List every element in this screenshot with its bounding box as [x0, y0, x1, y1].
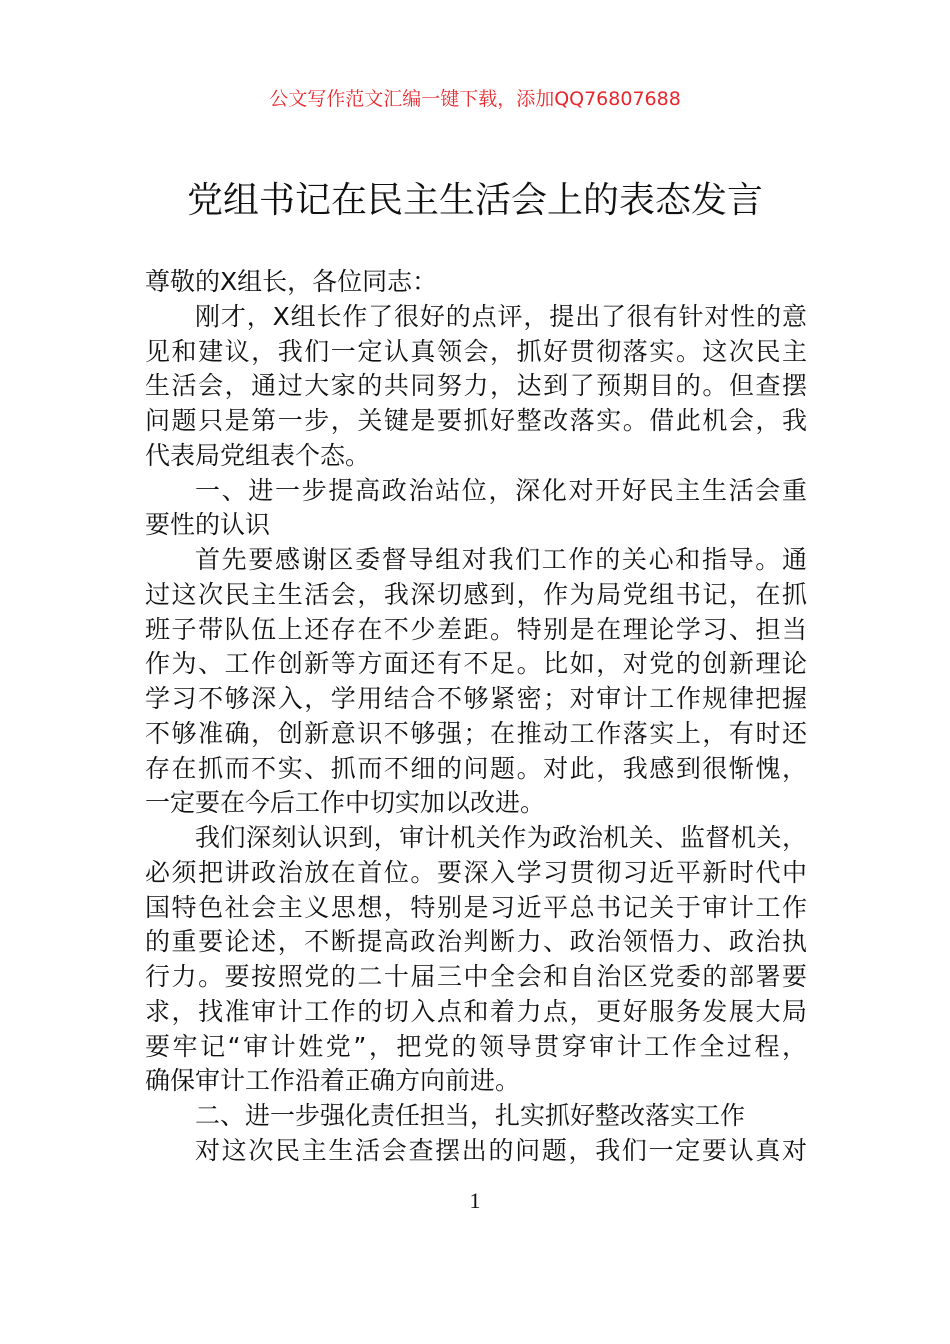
text-line: 行力。要按照党的二十届三中全会和自治区党委的部署要 — [145, 962, 807, 991]
text-line: 见和建议，我们一定认真领会，抓好贯彻落实。这次民主 — [145, 336, 807, 366]
text-line: 尊敬的X组长，各位同志： — [145, 267, 438, 296]
text-line: 要性的认识 — [145, 510, 271, 540]
text-line: 问题只是第一步，关键是要抓好整改落实。借此机会，我 — [145, 406, 807, 435]
text-line: 刚才，X组长作了很好的点评，提出了很有针对性的意 — [195, 301, 807, 331]
text-line: 确保审计工作沿着正确方向前进。 — [145, 1066, 521, 1096]
text-line: 作为、工作创新等方面还有不足。比如，对党的创新理论 — [145, 649, 807, 679]
text-line: 存在抓而不实、抓而不细的问题。对此，我感到很惭愧， — [145, 753, 807, 783]
text-line: 二、进一步强化责任担当，扎实抓好整改落实工作 — [195, 1101, 746, 1130]
page-number: 1 — [469, 1188, 481, 1213]
text-line: 我们深刻认识到，审计机关作为政治机关、监督机关， — [195, 823, 807, 852]
document-title: 党组书记在民主生活会上的表态发言 — [186, 180, 763, 221]
watermark-banner: 公文写作范文汇编一键下载，添加QQ76807688 — [269, 88, 681, 110]
text-line: 生活会，通过大家的共同努力，达到了预期目的。但查摆 — [145, 371, 807, 401]
text-line: 一、进一步提高政治站位，深化对开好民主生活会重 — [195, 475, 807, 505]
text-line: 必须把讲政治放在首位。要深入学习贯彻习近平新时代中 — [145, 857, 807, 887]
text-line: 过这次民主生活会，我深切感到，作为局党组书记，在抓 — [145, 579, 807, 609]
text-line: 不够准确，创新意识不够强；在推动工作落实上，有时还 — [145, 718, 807, 748]
text-line: 要牢记“审计姓党”，把党的领导贯穿审计工作全过程， — [145, 1031, 807, 1061]
document-body — [145, 265, 807, 1169]
text-line: 一定要在今后工作中切实加以改进。 — [145, 788, 546, 818]
text-line: 学习不够深入，学用结合不够紧密；对审计工作规律把握 — [145, 684, 807, 713]
text-line: 班子带队伍上还存在不少差距。特别是在理论学习、担当 — [145, 614, 807, 644]
text-line: 国特色社会主义思想，特别是习近平总书记关于审计工作 — [145, 892, 807, 922]
text-line: 代表局党组表个态。 — [145, 440, 371, 470]
text-line: 求，找准审计工作的切入点和着力点，更好服务发展大局 — [145, 996, 807, 1026]
text-line: 对这次民主生活会查摆出的问题，我们一定要认真对 — [195, 1135, 807, 1165]
text-line: 的重要论述，不断提高政治判断力、政治领悟力、政治执 — [145, 927, 807, 957]
text-line: 首先要感谢区委督导组对我们工作的关心和指导。通 — [195, 545, 807, 574]
